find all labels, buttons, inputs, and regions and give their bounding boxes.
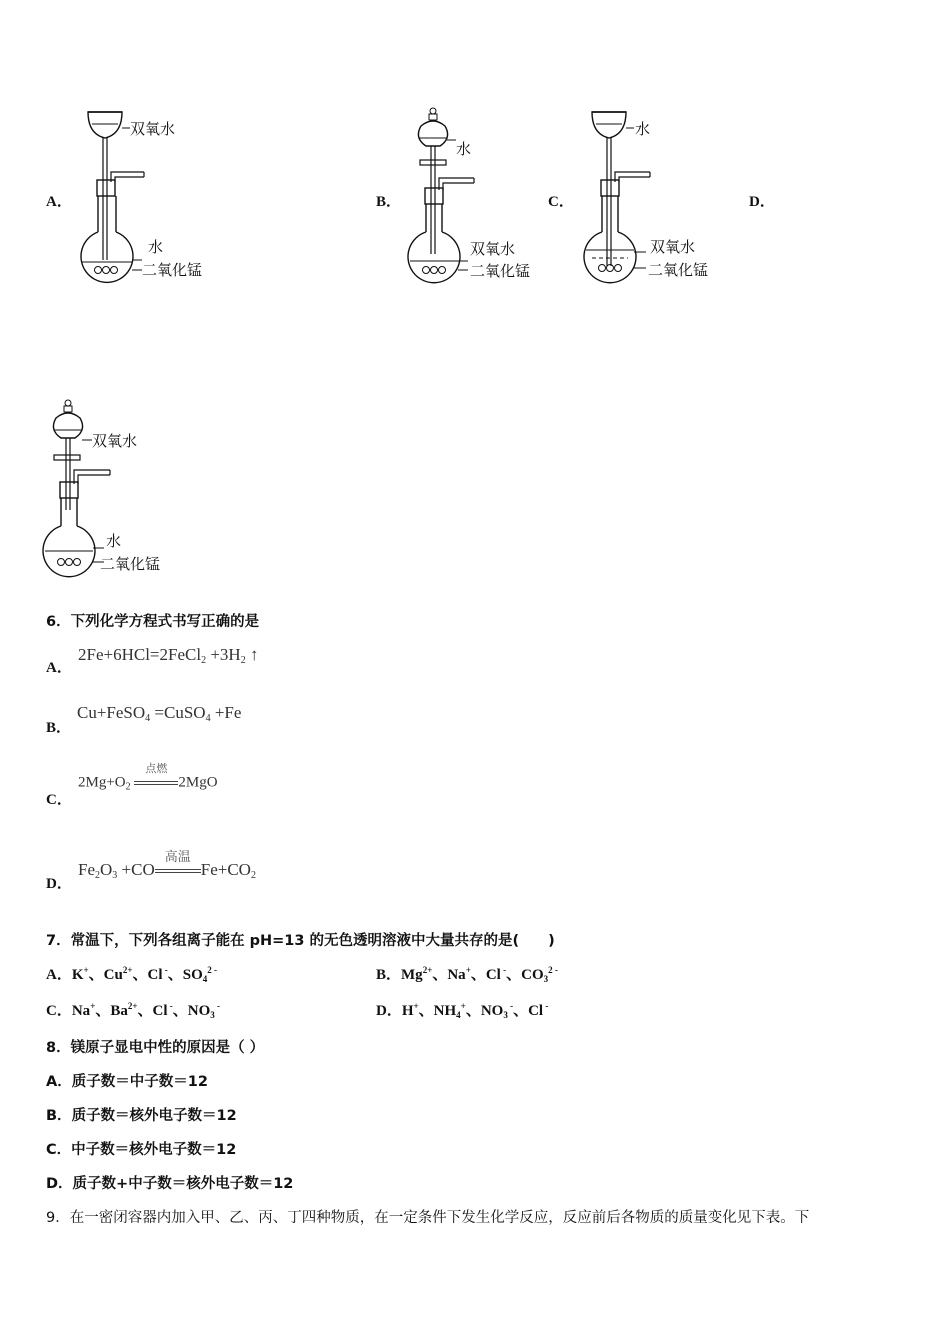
q7-option-d[interactable]: D．H+、$NH_4^+$、$NO_3$ -、Cl - (376, 1001, 549, 1020)
q5-option-a-apparatus (70, 100, 240, 290)
q8-option-b[interactable] (46, 1104, 237, 1125)
q7-stem: 7．常温下，下列各组离子能在 pH=13 的无色透明溶液中大量共存的是( ) (46, 933, 555, 949)
q8-option-c[interactable] (46, 1138, 236, 1159)
q7-option-c-label: C． (46, 1003, 72, 1019)
q5-d-label-1: 水 (106, 532, 122, 550)
q6-option-a-label[interactable]: A． (46, 660, 72, 676)
q5-b-label-top: 水 (456, 140, 472, 158)
q8-option-d-label: D． (46, 1176, 73, 1192)
q5-b-label-1: 双氧水 (470, 240, 516, 258)
q9-stem: 9．在一密闭容器内加入甲、乙、丙、丁四种物质，在一定条件下发生化学反应，反应前后各物质的质量变化见下表。下 (46, 1210, 810, 1226)
q5-option-a-label[interactable]: A． (46, 194, 72, 210)
q8-option-d[interactable] (46, 1172, 293, 1193)
q6-stem: 6．下列化学方程式书写正确的是 (46, 614, 260, 630)
q6-option-b-equation: Cu+FeSO$_4$ =CuSO$_4$ +Fe (77, 703, 242, 724)
q8-option-a[interactable] (46, 1070, 208, 1091)
q8-option-b-label: B． (46, 1108, 72, 1124)
q6-c-condition: 点燃 (145, 762, 168, 775)
q5-c-label-1: 双氧水 (650, 238, 696, 256)
q5-option-b-apparatus (400, 104, 550, 290)
q7-option-a-label: A． (46, 967, 72, 983)
q5-a-label-2: 二氧化锰 (142, 261, 203, 279)
q8-option-c-label: C． (46, 1142, 72, 1158)
q6-d-condition: 高温 (164, 850, 191, 866)
q5-option-d-apparatus (40, 398, 190, 580)
q6-option-c-equation: $2Mg+O_2$ 点燃 2MgO (78, 762, 218, 793)
q7-option-a[interactable]: A．K+、$Cu^{2+}$、Cl -、$SO_4^{2 -}$ (46, 965, 218, 984)
q5-c-label-top: 水 (635, 120, 651, 138)
q8-option-b-text: 质子数＝核外电子数＝12 (71, 1108, 237, 1124)
q8-stem: 8．镁原子显电中性的原因是（ ） (46, 1040, 265, 1056)
q5-option-d-label[interactable]: D． (749, 194, 775, 210)
q7-option-d-label: D． (376, 1003, 402, 1019)
q5-c-label-2: 二氧化锰 (648, 261, 709, 279)
q5-d-label-top: 双氧水 (92, 432, 138, 450)
q7-option-b[interactable]: B．$Mg^{2+}$、Na+、Cl -、$CO_3^{2 -}$ (376, 965, 558, 984)
q5-b-label-2: 二氧化锰 (470, 262, 531, 280)
q5-d-label-2: 二氧化锰 (100, 555, 161, 573)
q8-option-a-text: 质子数＝中子数＝12 (71, 1074, 208, 1090)
q5-option-c-apparatus (578, 100, 738, 290)
q5-a-label-1: 水 (148, 238, 164, 256)
q8-option-d-text: 质子数+中子数＝核外电子数＝12 (72, 1176, 294, 1192)
q5-option-c-label[interactable]: C． (548, 194, 574, 210)
q7-option-c[interactable]: C．Na+、$Ba^{2+}$、Cl -、$NO_3$ - (46, 1001, 221, 1020)
q5-option-b-label[interactable]: B． (376, 194, 402, 210)
q6-option-c-label[interactable]: C． (46, 792, 72, 808)
q8-option-c-text: 中子数＝核外电子数＝12 (71, 1142, 237, 1158)
q7-option-b-label: B． (376, 967, 402, 983)
q5-a-label-top: 双氧水 (130, 120, 176, 138)
q6-option-b-label[interactable]: B． (46, 720, 72, 736)
q6-option-d-equation: $Fe_2O_3 +CO$ 高温 $Fe+CO_2$ (78, 860, 256, 881)
q6-option-d-label[interactable]: D． (46, 876, 72, 892)
q6-option-a-equation: 2Fe+6HCl=2FeCl$_2$ $+3H_2$ ↑ (78, 645, 259, 666)
q8-option-a-label: A． (46, 1074, 72, 1090)
